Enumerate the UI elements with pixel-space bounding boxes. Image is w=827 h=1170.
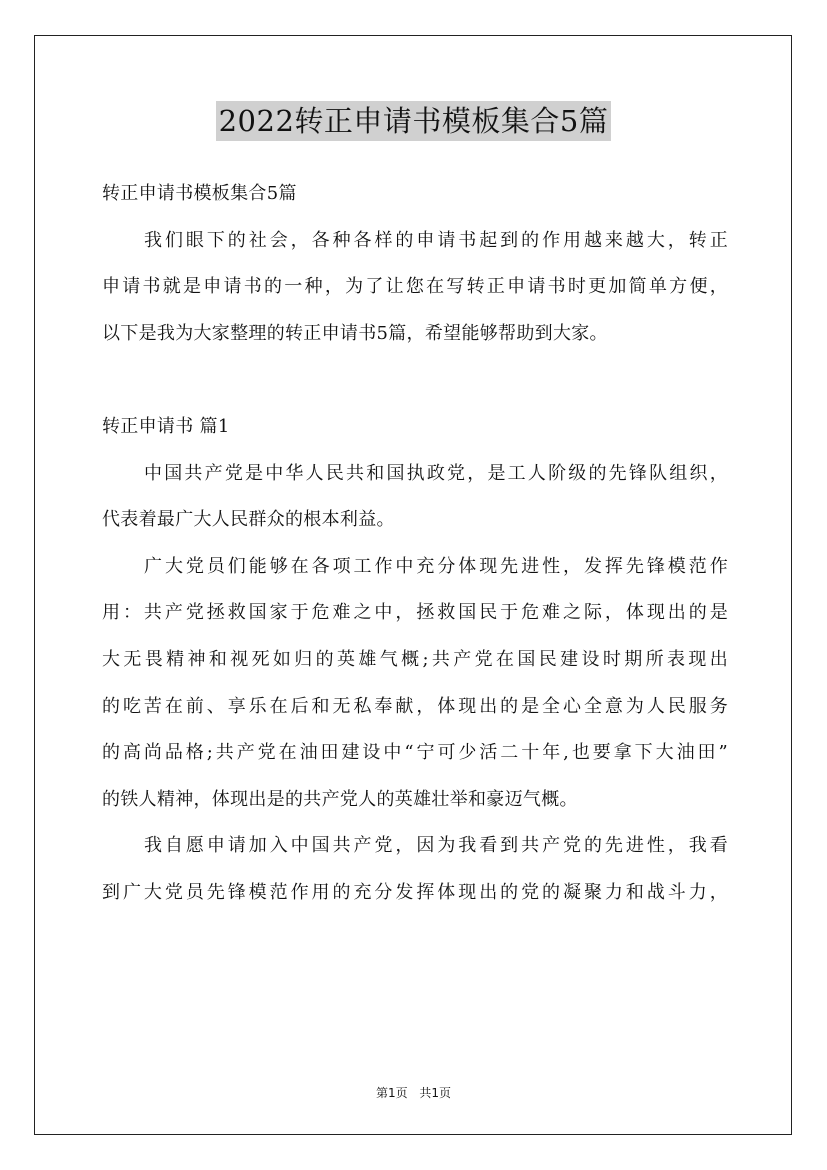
paragraph-line: 的铁人精神，体现出是的共产党人的英雄壮举和豪迈气概。 (102, 788, 578, 810)
document-title: 2022转正申请书模板集合5篇 (216, 101, 612, 141)
subtitle: 转正申请书模板集合5篇 (102, 183, 297, 204)
intro-line: 以下是我为大家整理的转正申请书5篇，希望能够帮助到大家。 (102, 322, 608, 344)
document-body (102, 171, 728, 917)
page-footer (0, 1084, 827, 1101)
intro-line: 我们眼下的社会，各种各样的申请书起到的作用越来越大，转正 (144, 229, 728, 251)
paragraph-line: 用：共产党拯救国家于危难之中，拯救国民于危难之际，体现出的是 (102, 602, 728, 624)
paragraph-line: 广大党员们能够在各项工作中充分体现先进性，发挥先锋模范作 (144, 555, 728, 577)
paragraph-line: 中国共产党是中华人民共和国执政党，是工人阶级的先锋队组织， (144, 462, 728, 484)
paragraph-gap (102, 357, 728, 404)
paragraph-line: 我自愿申请加入中国共产党，因为我看到共产党的先进性，我看 (144, 835, 728, 857)
paragraph-line: 代表着最广大人民群众的根本利益。 (102, 509, 395, 531)
paragraph-line: 大无畏精神和视死如归的英雄气概;共产党在国民建设时期所表现出 (102, 648, 728, 670)
paragraph-line: 的高尚品格;共产党在油田建设中“宁可少活二十年,也要拿下大油田” (102, 742, 728, 764)
intro-line: 申请书就是申请书的一种，为了让您在写转正申请书时更加简单方便， (102, 276, 728, 298)
page-total: 共1页 (419, 1086, 452, 1100)
paragraph-line: 到广大党员先锋模范作用的充分发挥体现出的党的凝聚力和战斗力， (102, 881, 728, 903)
title-container (0, 101, 827, 141)
paragraph-line: 的吃苦在前、享乐在后和无私奉献，体现出的是全心全意为人民服务 (102, 695, 728, 717)
section-heading: 转正申请书 篇1 (102, 415, 230, 437)
page-number: 第1页 (375, 1086, 408, 1100)
